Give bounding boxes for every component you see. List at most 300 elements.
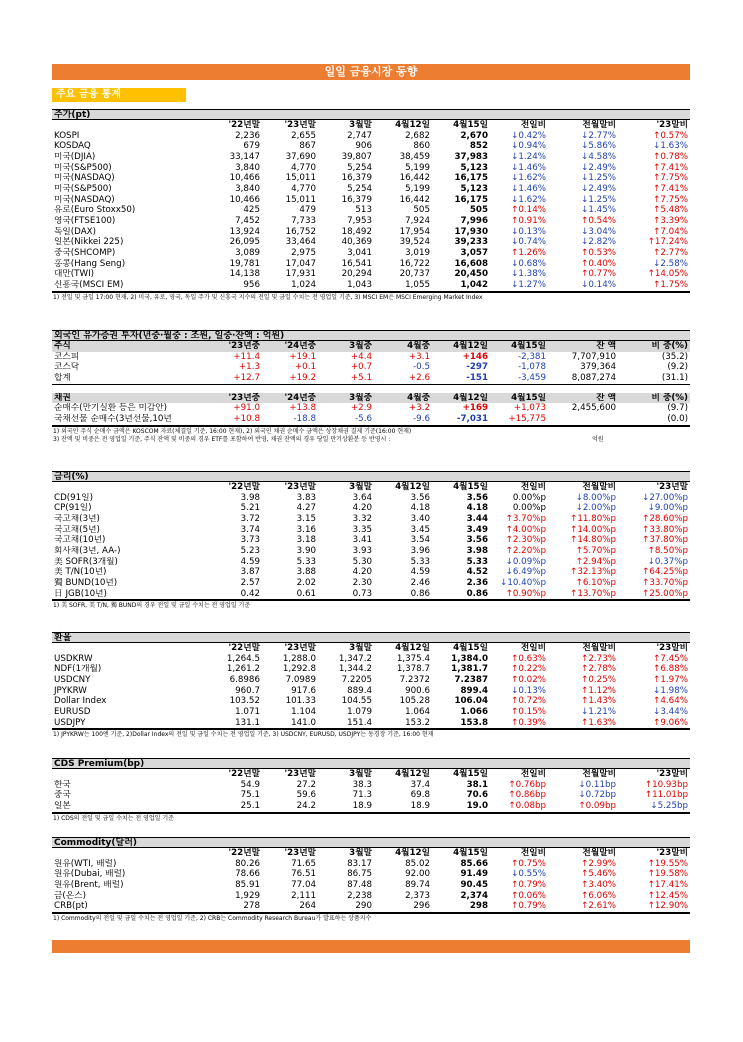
table-row xyxy=(52,163,690,174)
table-cell: 15,011 xyxy=(285,194,316,205)
table-cell: 4.18 xyxy=(410,503,430,514)
table-cell: +5.1 xyxy=(350,372,372,383)
table-cell: 18.9 xyxy=(410,800,430,811)
table-cell: 852 xyxy=(469,141,488,152)
table-cell: 76.51 xyxy=(291,869,316,880)
row-label: 원유(WTI, 배럴) xyxy=(54,858,117,869)
table-cell: 2.02 xyxy=(296,577,316,588)
table-cell: 16,175 xyxy=(454,173,488,184)
column-header: 전월말비 xyxy=(582,482,616,492)
table-cell: ↑17.24% xyxy=(647,237,688,248)
column-header: 전일비 xyxy=(520,769,546,779)
row-label: 미국(DJIA) xyxy=(54,151,96,162)
table-cell: 5.23 xyxy=(240,545,260,556)
table-cell: +169 xyxy=(462,403,488,414)
table-cell: 5.33 xyxy=(410,556,430,567)
table-cell: 3.15 xyxy=(296,513,316,524)
table-cell: +10.8 xyxy=(233,413,260,424)
column-header: 전일비 xyxy=(520,848,546,858)
column-header: 4월12일 xyxy=(395,769,430,779)
table-cell: 80.26 xyxy=(235,858,260,869)
table-cell: 7.2372 xyxy=(399,674,430,685)
table-cell: 1.066 xyxy=(460,706,488,717)
table-cell: 3.93 xyxy=(352,545,372,556)
commodity-title: Commodity(달러) xyxy=(52,837,690,848)
table-cell: (9.7) xyxy=(667,403,688,414)
table-cell: +19.2 xyxy=(289,372,316,383)
table-cell: ↓2.82% xyxy=(581,237,616,248)
column-header: 3월말 xyxy=(349,482,372,492)
table-cell: 3.64 xyxy=(352,492,372,503)
table-cell: ↑19.58% xyxy=(647,869,688,880)
table-cell: 7,996 xyxy=(460,215,488,226)
table-cell: ↑0.86bp xyxy=(508,790,546,801)
row-label: 코스피 xyxy=(54,351,80,362)
table-row xyxy=(52,141,690,152)
foreign-title: 외국인 유가증권 투자(년중·월중 : 조원, 일중·잔액 : 억원) xyxy=(52,330,690,341)
foreign-note-2-text: 3) 잔액 및 비중은 전 영업일 기준, 주식 잔액 및 비중의 경우 ETF를 포함하여 반영, 채권 잔액의 경우 당일 만기상환분 등 반영시 : xyxy=(53,435,391,443)
column-header: '23년말 xyxy=(284,482,316,492)
table-cell: 1,384.0 xyxy=(451,653,488,664)
column-header: 4월12일 xyxy=(453,341,488,351)
column-header: 전월말비 xyxy=(582,643,616,653)
table-cell: 298 xyxy=(469,901,488,912)
table-cell: ↓1.25% xyxy=(581,194,616,205)
table-cell: 7.0989 xyxy=(285,674,316,685)
table-cell: 7,452 xyxy=(235,215,260,226)
table-cell: 151.4 xyxy=(347,717,372,728)
table-cell: ↑2.99% xyxy=(581,858,616,869)
table-cell: ↑2.78% xyxy=(581,664,616,675)
table-cell: 89.74 xyxy=(405,879,430,890)
table-cell: +0.7 xyxy=(350,362,372,373)
table-row xyxy=(52,184,690,195)
table-cell: 10,466 xyxy=(229,173,260,184)
table-row xyxy=(52,557,690,568)
table-cell: 14,138 xyxy=(229,269,260,280)
rates-title: 금리(%) xyxy=(52,471,690,482)
table-cell: 20,737 xyxy=(399,269,430,280)
table-cell: ↓0.68% xyxy=(511,258,546,269)
table-cell: 3.56 xyxy=(466,535,488,546)
table-cell: ↑0.14% xyxy=(511,205,546,216)
table-cell: 131.1 xyxy=(235,717,260,728)
row-label: 日 JGB(10년) xyxy=(54,588,107,599)
table-row xyxy=(52,514,690,525)
table-row xyxy=(52,780,690,791)
table-cell: 103.52 xyxy=(229,696,260,707)
table-cell: 505 xyxy=(413,205,430,216)
row-label: 독일(DAX) xyxy=(54,226,96,237)
table-cell: 71.65 xyxy=(291,858,316,869)
table-cell: (31.1) xyxy=(661,372,688,383)
table-cell: 39,524 xyxy=(399,237,430,248)
column-header: 전일비 xyxy=(520,482,546,492)
row-label: 미국(NASDAQ) xyxy=(54,173,115,184)
table-cell: ↑2.20%p xyxy=(505,545,546,556)
fx-table xyxy=(52,643,690,729)
table-cell: 3,041 xyxy=(347,247,372,258)
table-cell: 1.071 xyxy=(235,706,260,717)
table-cell xyxy=(548,414,618,425)
table-cell: ↑32.13%p xyxy=(570,567,616,578)
table-cell: ↑1.26% xyxy=(511,247,546,258)
table-cell: 899.4 xyxy=(460,685,488,696)
table-cell: 10,466 xyxy=(229,194,260,205)
table-cell: ↓1.27% xyxy=(511,279,546,290)
row-label: 순매수(만기실환 등은 미감안) xyxy=(54,403,168,414)
table-cell: ↑7.04% xyxy=(653,226,688,237)
table-cell: 17,954 xyxy=(399,226,430,237)
table-cell: 4.59 xyxy=(410,567,430,578)
column-header xyxy=(52,482,202,493)
table-cell: 27.2 xyxy=(296,779,316,790)
table-cell: ↓3.44% xyxy=(653,706,688,717)
column-header: 주식 xyxy=(54,341,71,351)
table-cell: ↑3.70%p xyxy=(505,513,546,524)
row-label: JPYKRW xyxy=(54,685,87,696)
table-cell: ↑0.63% xyxy=(511,653,546,664)
table-cell: 1.104 xyxy=(291,706,316,717)
column-header: '22년말 xyxy=(228,643,260,653)
header-row xyxy=(52,769,690,780)
table-row xyxy=(52,696,690,707)
column-header: '23년말 xyxy=(284,120,316,130)
table-cell: 141.0 xyxy=(291,717,316,728)
table-cell: ↑0.02% xyxy=(511,674,546,685)
table-cell: 296 xyxy=(413,901,430,912)
table-cell: 39,807 xyxy=(341,151,372,162)
table-cell: +12.7 xyxy=(233,372,260,383)
row-label: 국고채(5년) xyxy=(54,524,100,535)
table-cell: 16,379 xyxy=(341,194,372,205)
table-cell: 13,924 xyxy=(229,226,260,237)
table-cell: 4.52 xyxy=(466,567,488,578)
column-header: '23년말 xyxy=(656,482,688,492)
table-cell: 0.86 xyxy=(466,588,488,599)
table-cell: ↓1.24% xyxy=(511,151,546,162)
table-cell: 906 xyxy=(355,141,372,152)
column-header: 4월15일 xyxy=(511,392,546,403)
table-cell: 3,057 xyxy=(460,247,488,258)
table-cell: 1,929 xyxy=(235,890,260,901)
table-cell: 917.6 xyxy=(291,685,316,696)
table-cell: 7.2387 xyxy=(454,674,488,685)
table-cell: -9.6 xyxy=(413,413,430,424)
table-cell: ↑4.64% xyxy=(653,696,688,707)
table-cell: ↑64.25%p xyxy=(642,567,688,578)
column-header: 잔 액 xyxy=(596,341,616,351)
table-cell: 90.45 xyxy=(460,879,488,890)
table-cell: 17,931 xyxy=(285,269,316,280)
table-cell: 70.6 xyxy=(466,790,488,801)
table-cell: 5,199 xyxy=(405,183,430,194)
table-cell: 7,733 xyxy=(291,215,316,226)
table-cell: ↓6.49%p xyxy=(505,567,546,578)
table-cell: ↑1.63% xyxy=(581,717,616,728)
table-cell: 1,344.2 xyxy=(338,664,372,675)
table-cell: +11.4 xyxy=(233,351,260,362)
table-cell: 2.46 xyxy=(410,577,430,588)
table-cell: 87.48 xyxy=(347,879,372,890)
table-cell: ↓1.21% xyxy=(581,706,616,717)
column-header: 4월15일 xyxy=(453,482,488,492)
foreign-stock-table xyxy=(52,341,690,385)
table-cell: 4.20 xyxy=(352,503,372,514)
table-cell: 26,095 xyxy=(229,237,260,248)
table-cell: 0.73 xyxy=(352,588,372,599)
table-cell: -1,078 xyxy=(517,362,546,373)
table-cell: -2,381 xyxy=(517,351,546,362)
table-cell: 83.17 xyxy=(347,858,372,869)
column-header: '23말비 xyxy=(656,848,688,858)
table-cell: +2.6 xyxy=(408,372,430,383)
table-cell: 33,464 xyxy=(285,237,316,248)
table-row xyxy=(52,216,690,227)
table-cell: 3.32 xyxy=(352,513,372,524)
table-row xyxy=(52,589,690,600)
column-header: '22년말 xyxy=(228,769,260,779)
table-cell: ↑0.09bp xyxy=(578,800,616,811)
table-cell: ↓0.11bp xyxy=(578,779,616,790)
table-cell: 20,450 xyxy=(454,269,488,280)
rates-note: 1) 美 SOFR, 美 T/N, 獨 BUND의 경우 전일 및 금일 수치는 전 영업일 기준 xyxy=(52,600,690,609)
table-row xyxy=(52,859,690,870)
table-cell: ↑0.77% xyxy=(581,269,616,280)
table-cell: ↓0.94% xyxy=(511,141,546,152)
table-cell: (9.2) xyxy=(667,362,688,373)
table-cell: 17,047 xyxy=(285,258,316,269)
table-cell: 1,292.8 xyxy=(282,664,316,675)
commodity-note: 1) Commodity의 전일 및 금일 수치는 전 영업일 기준, 2) CRB는 Commodity Research Bureau가 발표하는 상품지수 xyxy=(52,913,690,922)
table-cell: ↑9.06% xyxy=(653,717,688,728)
table-cell: -7,031 xyxy=(456,413,488,424)
cds-section xyxy=(52,758,690,822)
table-cell: ↑10.93bp xyxy=(644,779,688,790)
row-label: 일본(Nikkei 225) xyxy=(54,237,124,248)
table-cell: ↑3.39% xyxy=(653,215,688,226)
table-cell: 101.33 xyxy=(285,696,316,707)
table-cell: 59.6 xyxy=(296,790,316,801)
header-row xyxy=(52,341,690,352)
stocks-title: 주가(pt) xyxy=(52,109,690,120)
table-row xyxy=(52,352,690,363)
table-cell: 900.6 xyxy=(405,685,430,696)
table-cell: ↑7.75% xyxy=(653,173,688,184)
table-cell: 71.3 xyxy=(352,790,372,801)
table-cell: 4,770 xyxy=(291,183,316,194)
column-header: '23말비 xyxy=(656,643,688,653)
foreign-note-1: 1) 외국인 주식 순매수 금액은 KOSCOM 자료(체결일 기준, 16:00 현재), 2) 외국인 채권 순매수 금액은 상장채권 결제 기준(16:00 현재) xyxy=(52,426,690,435)
table-cell: ↓10.40%p xyxy=(500,577,546,588)
table-cell: (35.2) xyxy=(661,351,688,362)
table-cell: +13.8 xyxy=(289,403,316,414)
table-cell: ↓3.04% xyxy=(581,226,616,237)
table-cell: ↓1.98% xyxy=(653,685,688,696)
table-cell: ↑0.78% xyxy=(653,151,688,162)
table-cell: 2,455,600 xyxy=(571,403,616,414)
table-cell: 3.35 xyxy=(352,524,372,535)
table-cell: 3.73 xyxy=(240,535,260,546)
column-header: 전일비 xyxy=(520,643,546,653)
column-header: '23년중 xyxy=(228,392,260,403)
table-cell: 105.28 xyxy=(399,696,430,707)
table-cell: ↑37.80%p xyxy=(642,535,688,546)
commodity-section xyxy=(52,837,690,922)
column-header xyxy=(52,769,202,780)
stocks-table xyxy=(52,120,690,292)
table-cell: ↑0.91% xyxy=(511,215,546,226)
table-cell: 2,975 xyxy=(291,247,316,258)
table-cell: ↑14.05% xyxy=(647,269,688,280)
table-cell: 2,374 xyxy=(460,890,488,901)
table-cell: ↓8.00%p xyxy=(575,492,616,503)
table-cell: ↓0.55% xyxy=(511,869,546,880)
table-cell: ↑2.77% xyxy=(653,247,688,258)
column-header: '23년말 xyxy=(284,769,316,779)
table-cell: -151 xyxy=(466,372,488,383)
table-cell: 0.00%p xyxy=(512,492,546,503)
row-label: 국고채(10년) xyxy=(54,535,106,546)
table-cell: ↑0.22% xyxy=(511,664,546,675)
table-row xyxy=(52,493,690,504)
table-cell: 37.4 xyxy=(410,779,430,790)
commodity-table xyxy=(52,848,690,913)
table-cell: 5,123 xyxy=(460,183,488,194)
table-cell: 4.59 xyxy=(240,556,260,567)
table-cell: 1,055 xyxy=(405,279,430,290)
table-cell: ↑0.72% xyxy=(511,696,546,707)
table-cell: +3.2 xyxy=(408,403,430,414)
table-cell: ↑1.75% xyxy=(653,279,688,290)
table-cell: ↑28.60%p xyxy=(642,513,688,524)
table-cell: ↑0.76bp xyxy=(508,779,546,790)
column-header: '22년말 xyxy=(228,120,260,130)
table-cell: ↓4.58% xyxy=(581,151,616,162)
column-header: '22년말 xyxy=(228,482,260,492)
table-cell: 2.57 xyxy=(240,577,260,588)
fx-title: 환율 xyxy=(52,632,690,643)
table-cell: 1,024 xyxy=(291,279,316,290)
row-label: USDKRW xyxy=(54,653,93,664)
table-cell: 19,781 xyxy=(229,258,260,269)
column-header: 4월12일 xyxy=(395,482,430,492)
table-cell: 1,288.0 xyxy=(282,653,316,664)
table-cell: ↓1.46% xyxy=(511,183,546,194)
table-cell: ↑1.43% xyxy=(581,696,616,707)
column-header: 3월말 xyxy=(349,120,372,130)
table-row xyxy=(52,205,690,216)
row-label: 미국(S&P500) xyxy=(54,183,112,194)
table-cell: 91.49 xyxy=(460,869,488,880)
table-row xyxy=(52,248,690,259)
table-cell: 2,238 xyxy=(347,890,372,901)
table-row xyxy=(52,152,690,163)
table-cell: 6.8986 xyxy=(229,674,260,685)
table-cell: ↓1.38% xyxy=(511,269,546,280)
table-cell: 19.0 xyxy=(466,800,488,811)
rates-section xyxy=(52,471,690,609)
table-row xyxy=(52,280,690,291)
table-cell: ↑5.70%p xyxy=(575,545,616,556)
row-label: 코스닥 xyxy=(54,362,80,373)
table-cell: 1,043 xyxy=(347,279,372,290)
table-cell: 3.54 xyxy=(410,535,430,546)
foreign-section xyxy=(52,330,690,444)
table-cell: ↑13.70%p xyxy=(570,588,616,599)
cds-table xyxy=(52,769,690,813)
stocks-section xyxy=(52,109,690,301)
table-cell: ↑11.01bp xyxy=(644,790,688,801)
table-cell: ↑6.10%p xyxy=(575,577,616,588)
cds-title: CDS Premium(bp) xyxy=(52,758,690,769)
table-cell: ↑0.25% xyxy=(581,674,616,685)
header-row xyxy=(52,393,690,404)
table-cell: (0.0) xyxy=(667,413,688,424)
table-cell: ↑0.53% xyxy=(581,247,616,258)
row-label: 獨 BUND(10년) xyxy=(54,577,118,588)
table-cell: 3.98 xyxy=(240,492,260,503)
header-row xyxy=(52,120,690,131)
table-cell: 290 xyxy=(355,901,372,912)
table-cell: 16,752 xyxy=(285,226,316,237)
table-cell: ↓1.62% xyxy=(511,194,546,205)
table-row xyxy=(52,173,690,184)
table-cell: +0.1 xyxy=(294,362,316,373)
table-cell: ↓2.49% xyxy=(581,162,616,173)
table-cell: ↓1.25% xyxy=(581,173,616,184)
table-cell: 3.87 xyxy=(240,567,260,578)
table-cell: 5.21 xyxy=(240,503,260,514)
row-label: 미국(NASDAQ) xyxy=(54,194,115,205)
table-cell: ↓0.74% xyxy=(511,237,546,248)
table-cell: 867 xyxy=(299,141,316,152)
header-row xyxy=(52,643,690,654)
table-cell: 4,770 xyxy=(291,162,316,173)
table-cell: +3.1 xyxy=(408,351,430,362)
table-row xyxy=(52,790,690,801)
table-row xyxy=(52,535,690,546)
table-cell: 479 xyxy=(299,205,316,216)
table-row xyxy=(52,707,690,718)
table-row xyxy=(52,891,690,902)
table-cell: 7,707,910 xyxy=(571,351,616,362)
table-cell: ↑8.50%p xyxy=(647,545,688,556)
row-label: EURUSD xyxy=(54,706,91,717)
table-cell: ↑7.75% xyxy=(653,194,688,205)
table-cell: ↑33.80%p xyxy=(642,524,688,535)
table-cell: 153.8 xyxy=(460,717,488,728)
row-label: 한국 xyxy=(54,779,71,790)
table-row xyxy=(52,373,690,384)
table-cell: 2,682 xyxy=(405,130,430,141)
table-cell: ↑6.88% xyxy=(653,664,688,675)
column-header: 4월12일 xyxy=(395,643,430,653)
table-row xyxy=(52,525,690,536)
column-header: '23년중 xyxy=(228,341,260,351)
table-cell: +15,775 xyxy=(508,413,546,424)
table-cell: ↓2.77% xyxy=(581,130,616,141)
table-cell: 3.49 xyxy=(466,524,488,535)
table-cell: ↓0.42% xyxy=(511,130,546,141)
table-cell: ↓5.86% xyxy=(581,141,616,152)
table-cell: +4.4 xyxy=(350,351,372,362)
stocks-note: 1) 전일 및 금일 17:00 현재, 2) 미국, 유로, 영국, 독일 주가 및 신흥국 지수의 전일 및 금일 수치는 전 영업일 기준, 3) MSCI EM은 MSCI Emerging Market Index xyxy=(52,292,690,301)
table-cell: ↑0.90%p xyxy=(505,588,546,599)
column-header: 4월12일 xyxy=(453,392,488,403)
table-row xyxy=(52,227,690,238)
table-cell: -5.6 xyxy=(355,413,372,424)
